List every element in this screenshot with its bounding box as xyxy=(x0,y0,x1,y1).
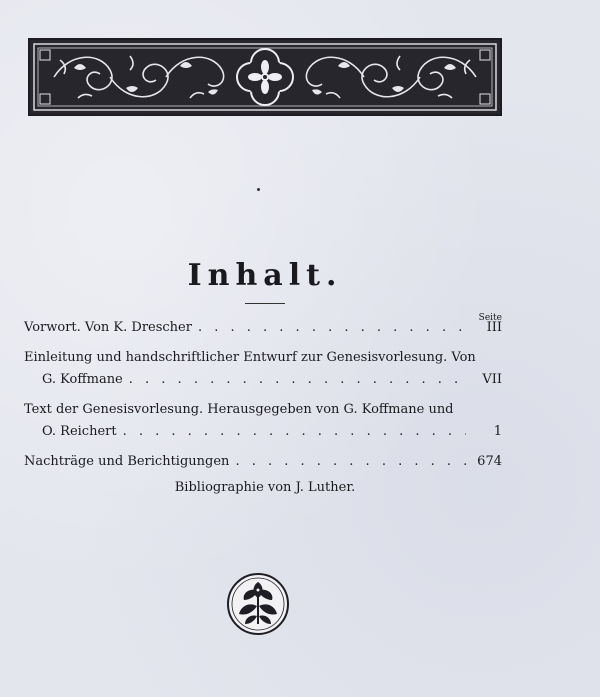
toc-page-number: VII xyxy=(482,372,502,387)
toc-entry-text: O. Reichert xyxy=(42,424,117,439)
toc-entry-text: Text der Genesisvorlesung. Herausgegeben von G. Koffmane und xyxy=(24,402,454,417)
toc-page-number: III xyxy=(486,320,502,335)
toc-entry-introduction xyxy=(24,350,502,372)
toc-dot-leader xyxy=(129,372,466,387)
toc-dot-leader xyxy=(198,320,466,335)
toc-dot-leader xyxy=(235,454,466,469)
toc-dot-leader xyxy=(123,424,466,439)
toc-entry-text: G. Koffmane xyxy=(42,372,123,387)
toc-page-number: 674 xyxy=(477,454,502,469)
toc-entry-preface xyxy=(24,320,502,342)
title-rule xyxy=(245,303,285,304)
toc-entry-introduction-cont xyxy=(24,372,502,394)
page-column-label: Seite xyxy=(478,313,502,323)
toc-entry-text-genesis-cont xyxy=(24,424,502,446)
page-title: Inhalt. xyxy=(187,258,343,293)
flower-roundel-icon xyxy=(226,572,290,636)
toc-page-number: 1 xyxy=(493,424,502,439)
table-of-contents xyxy=(24,320,502,476)
stray-mark xyxy=(257,188,260,191)
toc-entry-text: Vorwort. Von K. Drescher xyxy=(24,320,192,335)
ornamental-header-band xyxy=(28,38,502,116)
bibliography-line: Bibliographie von J. Luther. xyxy=(174,480,356,495)
toc-entry-text-genesis xyxy=(24,402,502,424)
toc-entry-text: Einleitung und handschriftlicher Entwurf zur Genesisvorlesung. Von xyxy=(24,350,476,365)
floral-roundel-vignette xyxy=(226,572,290,636)
floral-ornament-icon xyxy=(30,40,500,114)
toc-entry-text: Nachträge und Berichtigungen xyxy=(24,454,230,469)
toc-entry-addenda xyxy=(24,454,502,476)
